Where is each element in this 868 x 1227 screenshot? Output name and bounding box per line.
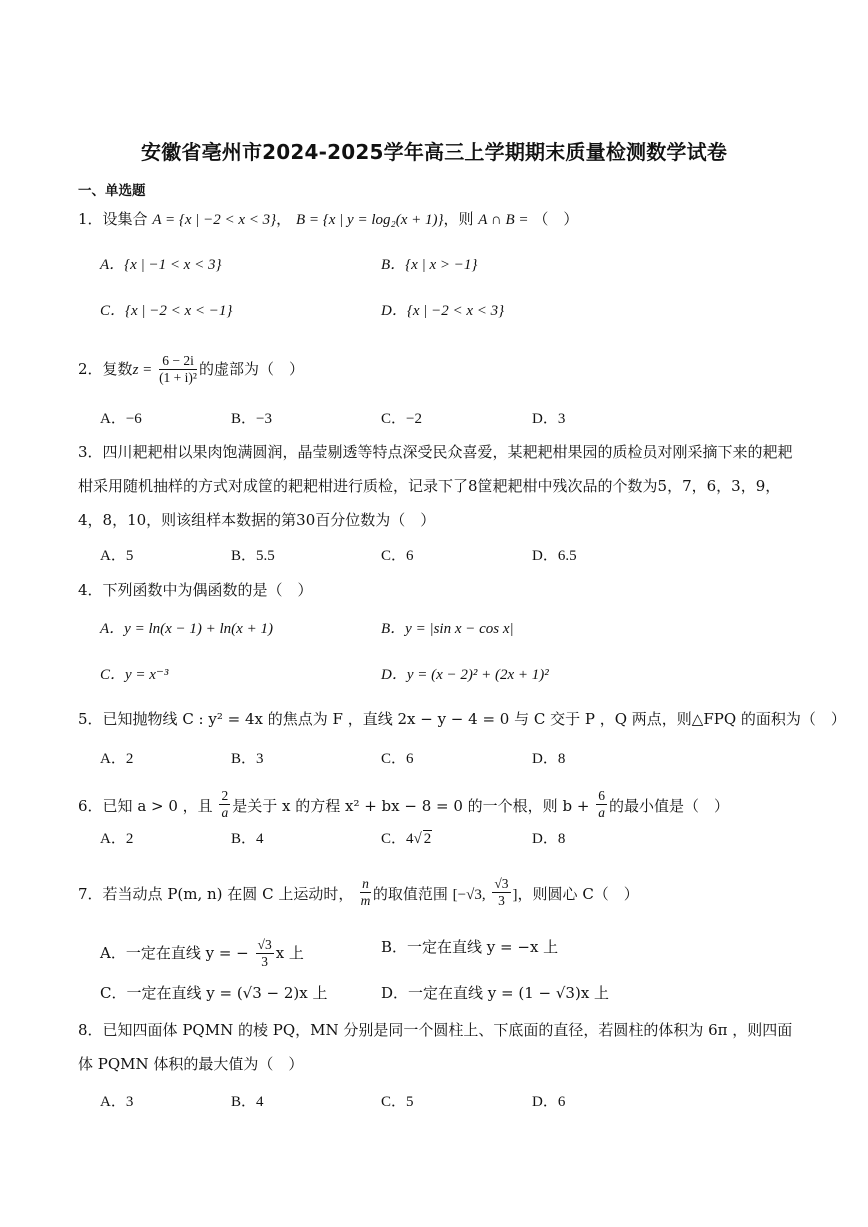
answer-blank: （ ） <box>533 210 579 228</box>
question-3 <box>78 435 796 537</box>
numerator: √3 <box>257 937 272 952</box>
question-8 <box>78 1013 796 1081</box>
fraction <box>596 788 607 821</box>
numerator: 6 <box>598 788 605 803</box>
denominator: (1 + i)² <box>159 370 197 385</box>
option-b: B．一定在直线 y = −x 上 <box>381 938 559 956</box>
question-text: 已知四面体 PQMN 的棱 PQ，MN 分别是同一个圆柱上、下底面的直径，若圆柱的体积为 6π ，则四面体 PQMN 体积的最大值为（ ） <box>78 1021 793 1073</box>
option-c: C．6 <box>381 751 414 767</box>
question-text: 若当动点 P(m, n) 在圆 C 上运动时， <box>102 885 354 903</box>
option-c <box>381 829 432 849</box>
option-d: D．3 <box>532 411 566 427</box>
option-b: B．3 <box>231 751 264 767</box>
option-d: D．{x | −2 < x < 3} <box>381 303 505 319</box>
separator: ， <box>276 210 292 228</box>
fraction <box>492 876 510 909</box>
question-number: 6． <box>78 797 103 815</box>
question-text: 已知 a > 0 ，且 <box>102 797 213 815</box>
question-number: 3． <box>78 443 103 461</box>
option-c: C．5 <box>381 1094 414 1110</box>
option-text: A．一定在直线 y = − <box>100 944 249 962</box>
question-number: 2． <box>78 360 103 378</box>
question-number: 7． <box>78 885 103 903</box>
set-b: B = {x | y = log₂(x + 1)} <box>295 212 444 228</box>
question-text: 的取值范围 <box>372 885 448 903</box>
option-d: D．8 <box>532 831 566 847</box>
option-a: A．5 <box>100 548 134 564</box>
option-c: C．6 <box>381 548 414 564</box>
option-b: B．−3 <box>231 411 272 427</box>
question-number: 1． <box>78 210 103 228</box>
option-a: A．2 <box>100 751 134 767</box>
question-4 <box>78 580 313 600</box>
option-c: C．{x | −2 < x < −1} <box>100 303 233 319</box>
option-label: C．4 <box>381 831 414 847</box>
question-text: 下列函数中为偶函数的是（ ） <box>102 581 313 599</box>
sqrt-sign: √ <box>413 831 422 847</box>
option-c: C．一定在直线 y = (√3 − 2)x 上 <box>100 984 328 1002</box>
denominator: 3 <box>498 893 505 908</box>
question-number: 5． <box>78 710 103 728</box>
intersection: A ∩ B = <box>478 212 529 228</box>
fraction <box>159 353 197 386</box>
option-d: D．6 <box>532 1094 566 1110</box>
question-text: 的虚部为（ ） <box>198 360 304 378</box>
option-c: C．y = x⁻³ <box>100 667 169 683</box>
question-6 <box>78 788 729 821</box>
question-1 <box>78 209 578 230</box>
option-a: A．y = ln(x − 1) + ln(x + 1) <box>100 621 273 637</box>
option-text: x 上 <box>275 944 304 962</box>
exam-title: 安徽省亳州市2024-2025学年高三上学期期末质量检测数学试卷 <box>140 140 728 164</box>
option-a <box>100 937 304 970</box>
option-b: B．5.5 <box>231 548 275 564</box>
denominator: a <box>598 805 605 820</box>
question-number: 4． <box>78 581 103 599</box>
variable-z: z = <box>132 362 153 378</box>
option-d: D．8 <box>532 751 566 767</box>
question-text: 复数 <box>102 360 133 378</box>
fraction <box>360 876 371 909</box>
question-text: 的最小值是（ ） <box>608 797 729 815</box>
section-heading: 一、单选题 <box>78 183 146 199</box>
option-a: A．3 <box>100 1094 134 1110</box>
question-text: 是关于 x 的方程 x² + bx − 8 = 0 的一个根，则 b + <box>232 797 590 815</box>
question-text: 设集合 <box>102 210 148 228</box>
radicand: 2 <box>423 831 432 847</box>
numerator: 6 − 2i <box>159 353 197 370</box>
numerator: 2 <box>221 788 229 803</box>
denominator: m <box>360 893 371 908</box>
range-left: [−√3, <box>452 887 486 903</box>
option-a: A．2 <box>100 831 134 847</box>
question-2 <box>78 353 304 386</box>
denominator: 3 <box>261 954 268 969</box>
option-d: D．6.5 <box>532 548 577 564</box>
option-a: A．{x | −1 < x < 3} <box>100 257 222 273</box>
question-5 <box>78 709 846 729</box>
option-b: B．4 <box>231 1094 264 1110</box>
fraction <box>256 937 274 970</box>
range-right: ] <box>512 887 518 903</box>
option-c: C．−2 <box>381 411 422 427</box>
option-d: D．y = (x − 2)² + (2x + 1)² <box>381 667 549 683</box>
fraction <box>219 788 230 821</box>
question-7 <box>78 876 639 909</box>
option-b: B．y = |sin x − cos x| <box>381 621 514 637</box>
option-b: B．{x | x > −1} <box>381 257 478 273</box>
numerator: √3 <box>494 876 509 891</box>
question-text: ，则圆心 C（ ） <box>517 885 639 903</box>
option-b: B．4 <box>231 831 264 847</box>
question-text: 已知抛物线 C : y² = 4x 的焦点为 F ，直线 2x − y − 4 = 0 与 C 交于 P ，Q 两点，则△FPQ 的面积为（ ） <box>102 710 846 728</box>
question-number: 8． <box>78 1021 103 1039</box>
option-d: D．一定在直线 y = (1 − √3)x 上 <box>381 984 610 1002</box>
denominator: a <box>221 805 229 820</box>
set-a: A = {x | −2 < x < 3} <box>152 212 277 228</box>
numerator: n <box>362 876 369 891</box>
question-text: ，则 <box>443 210 474 228</box>
option-a: A．−6 <box>100 411 142 427</box>
question-text: 四川耙耙柑以果肉饱满圆润，晶莹剔透等特点深受民众喜爱，某耙耙柑果园的质检员对刚采摘下来的耙耙柑采用随机抽样的方式对成筐的耙耙柑进行质检，记录下了8筐耙耙柑中残次品的个数为5，7，6，3，9，4，8，10，则该组样本数据的第30百分位数为（ ） <box>78 443 793 529</box>
